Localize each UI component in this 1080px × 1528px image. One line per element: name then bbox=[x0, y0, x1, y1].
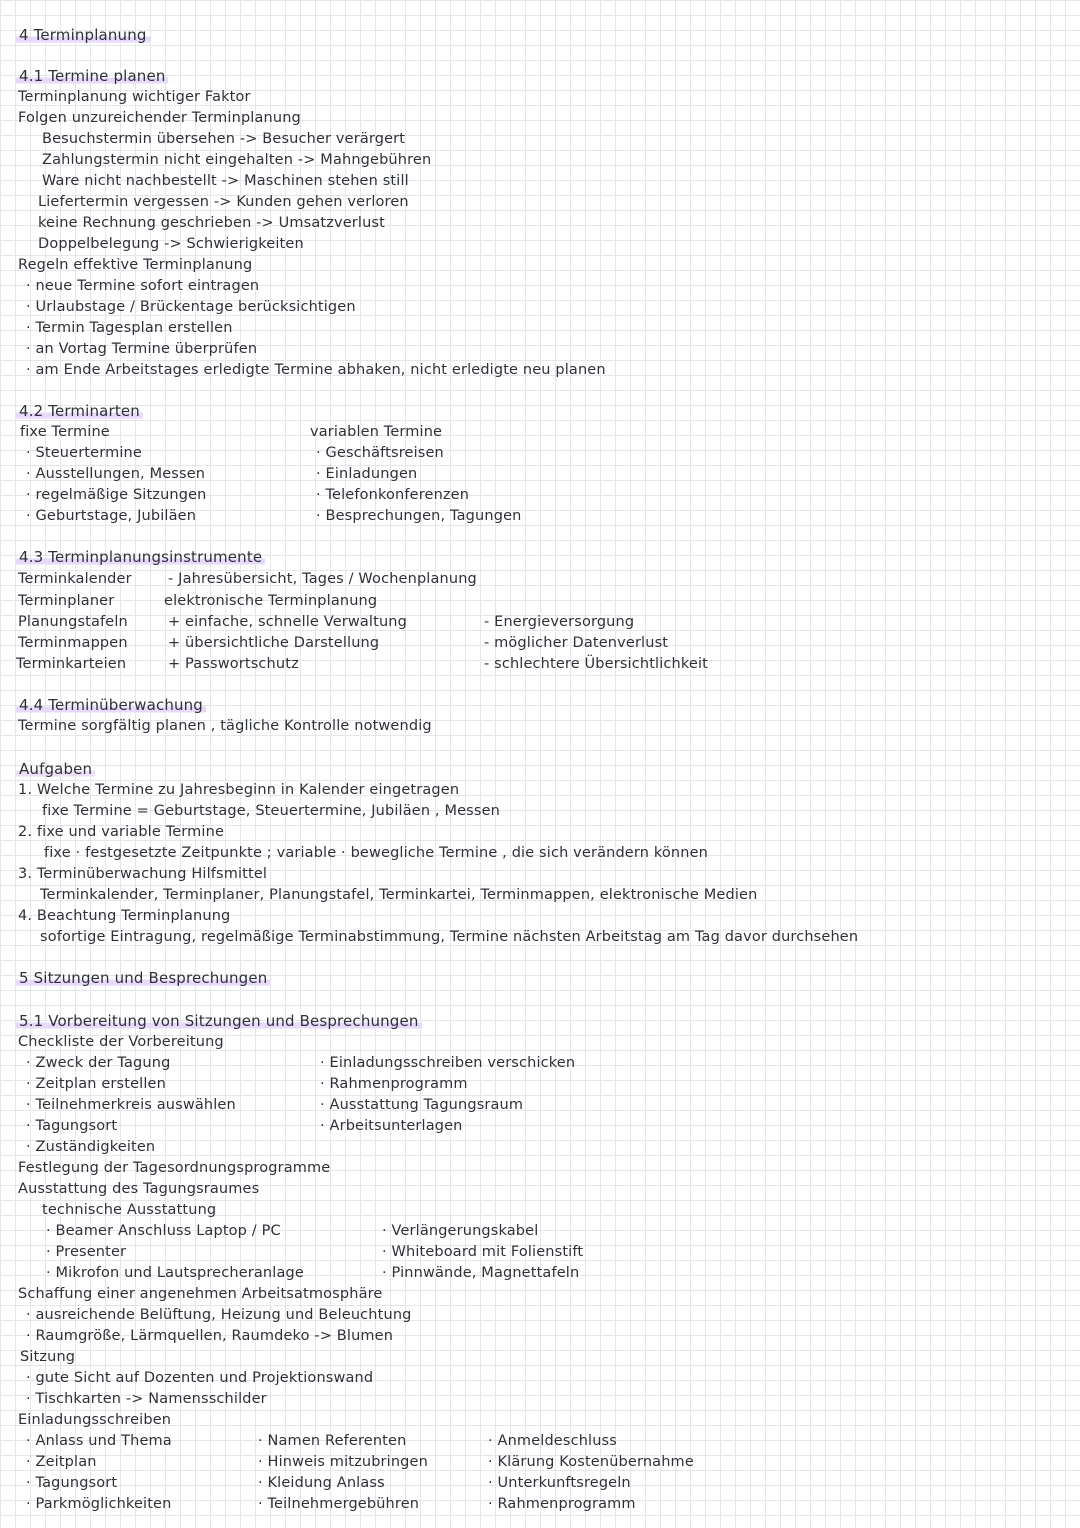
line-terminplanung-factor: Terminplanung wichtiger Faktor bbox=[18, 89, 251, 105]
task-answer: Terminkalender, Terminplaner, Planungstafel, Terminkartei, Terminmappen, elektronische Medien bbox=[40, 887, 758, 903]
section-4-3-title bbox=[16, 548, 265, 566]
invitation-item: · Teilnehmergebühren bbox=[258, 1496, 420, 1512]
task-question: 3. Terminüberwachung Hilfsmittel bbox=[18, 866, 268, 882]
instrument-item: Terminmappen bbox=[18, 635, 128, 651]
invitation-item: · Klärung Kostenübernahme bbox=[488, 1454, 694, 1470]
instrument-item: Terminplaner bbox=[18, 593, 115, 609]
tasks-title-text: Aufgaben bbox=[16, 760, 95, 778]
invitation-item: · Hinweis mitzubringen bbox=[258, 1454, 428, 1470]
line-consequences: Folgen unzureichender Terminplanung bbox=[18, 110, 301, 126]
task-answer: fixe · festgesetzte Zeitpunkte ; variable · bewegliche Termine , die sich verändern können bbox=[44, 845, 708, 861]
section-5-1-title bbox=[16, 1012, 422, 1030]
rule-item: · Urlaubstage / Brückentage berücksichtigen bbox=[26, 299, 356, 315]
atmosphere-item: · ausreichende Belüftung, Heizung und Beleuchtung bbox=[26, 1307, 412, 1323]
room-equipment-heading: Ausstattung des Tagungsraumes bbox=[18, 1181, 260, 1197]
invitation-item: · Rahmenprogramm bbox=[488, 1496, 636, 1512]
variable-date-item: · Geschäftsreisen bbox=[316, 445, 444, 461]
checklist-item: · Tagungsort bbox=[26, 1118, 118, 1134]
instrument-note: - Jahresübersicht, Tages / Wochenplanung bbox=[168, 571, 477, 587]
monitoring-line: Termine sorgfältig planen , tägliche Kontrolle notwendig bbox=[18, 718, 432, 734]
section-4-title bbox=[16, 26, 150, 44]
rule-item: · an Vortag Termine überprüfen bbox=[26, 341, 258, 357]
section-4-2-title-text: 4.2 Terminarten bbox=[16, 402, 143, 420]
checklist-item: · Einladungsschreiben verschicken bbox=[320, 1055, 576, 1071]
checklist-heading: Checkliste der Vorbereitung bbox=[18, 1034, 224, 1050]
variable-date-item: · Besprechungen, Tagungen bbox=[316, 508, 522, 524]
instrument-item: Terminkarteien bbox=[16, 656, 127, 672]
consequence-item: Besuchstermin übersehen -> Besucher verärgert bbox=[42, 131, 406, 147]
section-4-1-title-text: 4.1 Termine planen bbox=[16, 67, 168, 85]
checklist-item: · Arbeitsunterlagen bbox=[320, 1118, 463, 1134]
invitation-item: · Tagungsort bbox=[26, 1475, 118, 1491]
session-item: · Tischkarten -> Namensschilder bbox=[26, 1391, 267, 1407]
variable-date-item: · Einladungen bbox=[316, 466, 418, 482]
tech-equipment-heading: technische Ausstattung bbox=[42, 1202, 217, 1218]
fixed-date-item: · Steuertermine bbox=[26, 445, 142, 461]
tasks-title bbox=[16, 760, 95, 778]
instrument-item: Planungstafeln bbox=[18, 614, 128, 630]
task-question: 4. Beachtung Terminplanung bbox=[18, 908, 231, 924]
atmosphere-item: · Raumgröße, Lärmquellen, Raumdeko -> Blumen bbox=[26, 1328, 394, 1344]
tech-item: · Presenter bbox=[46, 1244, 127, 1260]
checklist-item: · Zeitplan erstellen bbox=[26, 1076, 166, 1092]
instrument-con: - Energieversorgung bbox=[484, 614, 635, 630]
checklist-item: · Rahmenprogramm bbox=[320, 1076, 468, 1092]
invitation-item: · Parkmöglichkeiten bbox=[26, 1496, 172, 1512]
rules-heading: Regeln effektive Terminplanung bbox=[18, 257, 253, 273]
rule-item: · Termin Tagesplan erstellen bbox=[26, 320, 233, 336]
invitation-item: · Anmeldeschluss bbox=[488, 1433, 617, 1449]
section-4-4-title bbox=[16, 696, 206, 714]
variable-dates-heading: variablen Termine bbox=[310, 424, 443, 440]
checklist-item: · Teilnehmerkreis auswählen bbox=[26, 1097, 236, 1113]
invitation-item: · Kleidung Anlass bbox=[258, 1475, 385, 1491]
invitation-item: · Zeitplan bbox=[26, 1454, 97, 1470]
consequence-item: Zahlungstermin nicht eingehalten -> Mahngebühren bbox=[42, 152, 432, 168]
fixed-date-item: · Geburtstage, Jubiläen bbox=[26, 508, 197, 524]
section-5-1-title-text: 5.1 Vorbereitung von Sitzungen und Besprechungen bbox=[16, 1012, 422, 1030]
rule-item: · am Ende Arbeitstages erledigte Termine abhaken, nicht erledigte neu planen bbox=[26, 362, 606, 378]
agenda-line: Festlegung der Tagesordnungsprogramme bbox=[18, 1160, 331, 1176]
section-4-2-title bbox=[16, 402, 143, 420]
consequence-item: keine Rechnung geschrieben -> Umsatzverlust bbox=[38, 215, 385, 231]
task-answer: fixe Termine = Geburtstage, Steuertermine, Jubiläen , Messen bbox=[42, 803, 500, 819]
task-question: 2. fixe und variable Termine bbox=[18, 824, 225, 840]
fixed-date-item: · regelmäßige Sitzungen bbox=[26, 487, 207, 503]
tech-item: · Beamer Anschluss Laptop / PC bbox=[46, 1223, 281, 1239]
checklist-item: · Zuständigkeiten bbox=[26, 1139, 156, 1155]
section-4-1-title bbox=[16, 67, 168, 85]
consequence-item: Ware nicht nachbestellt -> Maschinen stehen still bbox=[42, 173, 409, 189]
instrument-con: - möglicher Datenverlust bbox=[484, 635, 669, 651]
section-4-4-title-text: 4.4 Terminüberwachung bbox=[16, 696, 206, 714]
invitation-heading: Einladungsschreiben bbox=[18, 1412, 172, 1428]
atmosphere-heading: Schaffung einer angenehmen Arbeitsatmosphäre bbox=[18, 1286, 383, 1302]
tech-item: · Pinnwände, Magnettafeln bbox=[382, 1265, 580, 1281]
fixed-date-item: · Ausstellungen, Messen bbox=[26, 466, 206, 482]
section-5-title-text: 5 Sitzungen und Besprechungen bbox=[16, 969, 270, 987]
session-item: · gute Sicht auf Dozenten und Projektionswand bbox=[26, 1370, 374, 1386]
invitation-item: · Unterkunftsregeln bbox=[488, 1475, 631, 1491]
checklist-item: · Ausstattung Tagungsraum bbox=[320, 1097, 524, 1113]
tech-item: · Whiteboard mit Folienstift bbox=[382, 1244, 584, 1260]
tech-item: · Mikrofon und Lautsprecheranlage bbox=[46, 1265, 304, 1281]
invitation-item: · Namen Referenten bbox=[258, 1433, 407, 1449]
consequence-item: Doppelbelegung -> Schwierigkeiten bbox=[38, 236, 304, 252]
section-4-title-text: 4 Terminplanung bbox=[16, 26, 150, 44]
section-4-3-title-text: 4.3 Terminplanungsinstrumente bbox=[16, 548, 265, 566]
task-question: 1. Welche Termine zu Jahresbeginn in Kalender eingetragen bbox=[18, 782, 460, 798]
tech-item: · Verlängerungskabel bbox=[382, 1223, 539, 1239]
session-heading: Sitzung bbox=[20, 1349, 76, 1365]
task-answer: sofortige Eintragung, regelmäßige Terminabstimmung, Termine nächsten Arbeitstag am Tag davor durchsehen bbox=[40, 929, 859, 945]
instrument-pro: + übersichtliche Darstellung bbox=[168, 635, 380, 651]
instrument-item: Terminkalender bbox=[18, 571, 132, 587]
instrument-note: elektronische Terminplanung bbox=[164, 593, 378, 609]
instrument-pro: + einfache, schnelle Verwaltung bbox=[168, 614, 407, 630]
instrument-con: - schlechtere Übersichtlichkeit bbox=[484, 656, 708, 672]
invitation-item: · Anlass und Thema bbox=[26, 1433, 172, 1449]
checklist-item: · Zweck der Tagung bbox=[26, 1055, 171, 1071]
rule-item: · neue Termine sofort eintragen bbox=[26, 278, 260, 294]
variable-date-item: · Telefonkonferenzen bbox=[316, 487, 470, 503]
fixed-dates-heading: fixe Termine bbox=[20, 424, 110, 440]
consequence-item: Liefertermin vergessen -> Kunden gehen verloren bbox=[38, 194, 409, 210]
section-5-title bbox=[16, 969, 270, 987]
instrument-pro: + Passwortschutz bbox=[168, 656, 299, 672]
